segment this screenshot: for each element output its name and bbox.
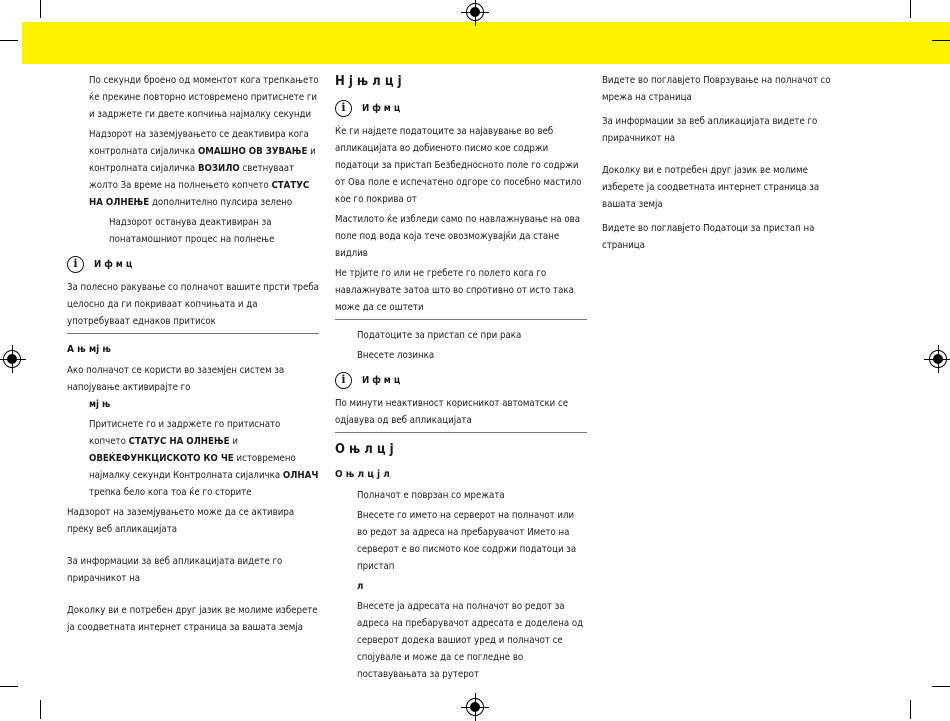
paragraph: За информации за веб апликацијата видете го прирачникот на: [602, 116, 818, 144]
divider: [335, 319, 587, 320]
bold-text: мј њ: [89, 399, 111, 410]
info-icon: i: [335, 100, 352, 117]
paragraph: Доколку ви е потребен друг јазик ве молиме изберете ја соодветната интернет страница за вашата земја: [67, 605, 318, 633]
crop-mark: [40, 700, 41, 719]
paragraph: Ќе ги најдете податоците за најавување во веб апликацијата во добиеното писмо кое содржи податоци за пристап Безбедносното поле го содржи от Ова поле е испечатено одгоре со посебно мастило кое го покрива от: [335, 126, 582, 205]
text: дополнително пулсира зелено: [151, 197, 293, 208]
header-banner: [22, 22, 950, 64]
registration-mark-top: [466, 3, 484, 21]
info-title: И ф м ц: [362, 103, 401, 114]
text: истовремено најмалку секунди Контролната сијаличка: [89, 453, 296, 481]
registration-mark-left: [3, 350, 21, 368]
text: Притиснете го и задржете го притиснато копчето: [89, 419, 281, 447]
info-icon: i: [67, 256, 84, 273]
paragraph: [67, 416, 319, 501]
crop-mark: [40, 0, 41, 18]
info-title: И ф м ц: [362, 375, 401, 386]
registration-mark-bottom: [466, 698, 484, 716]
column-2: [335, 72, 587, 686]
paragraph: Видете во поглавјето Поврзување на полначот со мрежа на страница: [602, 75, 831, 103]
bold-text: ВОЗИЛО: [197, 163, 240, 174]
paragraph: За информации за веб апликацијата видете го прирачникот на: [67, 556, 283, 584]
paragraph: За полесно ракување со полначот вашите прсти треба целосно да ги покриваат копчињата и да употребуваат еднаков притисок: [67, 282, 319, 327]
crop-mark: [0, 686, 18, 687]
paragraph: Мастилото ќе избледи само по навлажнување на ова поле под вода која тече овозможувајќи да стане видлив: [335, 214, 580, 259]
paragraph: По секунди броено од моментот кога трепкањето ќе прекине повторно истовремено притиснете ги и задржете ги двете копчиња најмалку секунди: [89, 75, 319, 120]
column-1: [67, 72, 319, 639]
bold-text: СТАТУС НА ОЛНЕЊЕ: [128, 436, 230, 447]
section-title: Н ј њ л ц ј: [335, 74, 402, 89]
info-header: [335, 372, 587, 389]
paragraph: [67, 362, 319, 413]
registration-mark-right: [929, 350, 947, 368]
divider: [67, 333, 319, 334]
crop-mark: [932, 40, 950, 41]
section-heading: А њ мј њ: [67, 344, 111, 355]
text: и: [232, 436, 238, 447]
paragraph: Не трјите го или не гребете го полето кога го навлажнувате затоа што во спротивно от исто така може да се оштети: [335, 268, 574, 313]
crop-mark: [932, 686, 950, 687]
info-header: [67, 256, 319, 273]
crop-mark: [910, 0, 911, 18]
paragraph: Надзорот останува деактивиран за понатамошниот процес на полнење: [109, 217, 275, 245]
paragraph: Внесете го името на серверот на полначот или во редот за адреса на пребарувачот Името на серверот е во писмото кое содржи податоци за пристап: [357, 510, 577, 572]
column-3: [602, 72, 852, 257]
paragraph: Видете во поглавјето Податоци за пристап на страница: [602, 223, 815, 251]
text: Ако полначот се користи во заземјен систем за напојување активирајте го: [67, 365, 285, 393]
info-header: [335, 100, 587, 117]
text: трепка бело кога тоа ќе го сторите: [89, 487, 252, 498]
section-heading: О њ л ц ј л: [335, 469, 390, 480]
bold-text: ОМАШНО ОВ ЗУВАЊЕ: [197, 146, 308, 157]
paragraph: [335, 578, 587, 595]
paragraph: По минути неактивност корисникот автоматски се одјавува од веб апликацијата: [335, 398, 569, 426]
info-title: И ф м ц: [94, 259, 133, 270]
crop-mark: [0, 40, 18, 41]
paragraph: [67, 126, 319, 211]
section-title: О њ л ц ј: [335, 442, 394, 457]
divider: [335, 432, 587, 433]
bold-text: СТАТУС НА ОЛНЕЊЕ: [89, 180, 310, 208]
text: светнуваат жолто За време на полнењето копчето: [89, 163, 295, 191]
bold-text: л: [357, 581, 364, 592]
crop-mark: [910, 700, 911, 719]
info-icon: i: [335, 372, 352, 389]
paragraph: Доколку ви е потребен друг јазик ве молиме изберете ја соодветната интернет страница за вашата земја: [602, 165, 820, 210]
bold-text: ОВЕЌЕФУНКЦИСКОТО КО ЧЕ: [89, 453, 234, 464]
paragraph: Податоците за пристап се при рака: [357, 330, 522, 341]
bold-text: ОЛНАЧ: [282, 470, 319, 481]
paragraph: Внесете ја адресата на полначот во редот за адреса на пребарувачот адресата е доделена од серверот додека вашиот уред и полначот се спојувале и може да се погледне во поставувањата за рутерот: [357, 601, 584, 680]
paragraph: Надзорот на заземјувањето може да се активира преку веб апликацијата: [67, 507, 295, 535]
paragraph: Внесете лозинка: [357, 350, 435, 361]
paragraph: Полначот е поврзан со мрежата: [357, 490, 505, 501]
text: Надзорот на заземјувањето се деактивира кога контролната сијаличка: [89, 129, 309, 157]
text: и контролната сијаличка: [89, 146, 316, 174]
